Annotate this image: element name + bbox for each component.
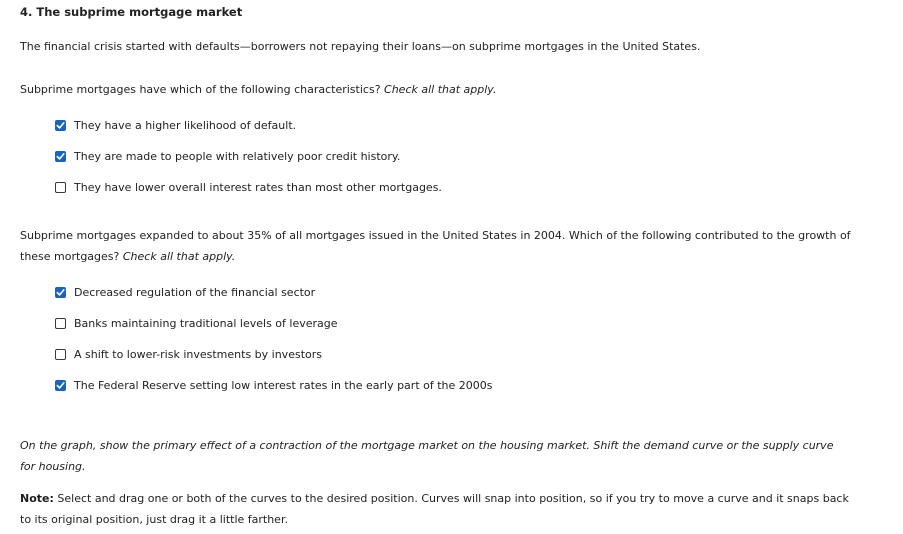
part2-option-2[interactable] <box>55 317 338 330</box>
checkbox-checked-icon[interactable] <box>55 287 66 298</box>
option-label: Decreased regulation of the financial sector <box>74 286 316 299</box>
checkbox-unchecked-icon[interactable] <box>55 182 66 193</box>
checkbox-unchecked-icon[interactable] <box>55 349 66 360</box>
part2-option-4[interactable] <box>55 379 493 392</box>
part1-prompt <box>20 83 496 96</box>
part2-option-1[interactable] <box>55 286 315 299</box>
note-paragraph <box>20 488 850 530</box>
intro-text: The financial crisis started with defaults—borrowers not repaying their loans—on subprime mortgages in the United States. <box>20 40 701 53</box>
part2-option-3[interactable] <box>55 348 322 361</box>
question-title: 4. The subprime mortgage market <box>20 5 243 19</box>
option-label: They have a higher likelihood of default. <box>74 119 297 132</box>
graph-instruction: On the graph, show the primary effect of a contraction of the mortgage market on the housing market. Shift the demand curve or the supply curve for housing. <box>20 439 834 473</box>
part2-prompt-line2 <box>20 250 235 263</box>
note-label: Note: <box>20 492 54 505</box>
part1-instruction: Check all that apply. <box>384 83 497 96</box>
option-label: They have lower overall interest rates than most other mortgages. <box>74 181 442 194</box>
part1-option-2[interactable] <box>55 150 400 163</box>
checkbox-checked-icon[interactable] <box>55 151 66 162</box>
part1-option-3[interactable] <box>55 181 442 194</box>
option-label: They are made to people with relatively poor credit history. <box>74 150 401 163</box>
part1-option-1[interactable] <box>55 119 296 132</box>
checkbox-checked-icon[interactable] <box>55 120 66 131</box>
option-label: A shift to lower-risk investments by investors <box>74 348 322 361</box>
checkbox-checked-icon[interactable] <box>55 380 66 391</box>
part2-prompt-text: these mortgages? <box>20 250 120 263</box>
checkbox-unchecked-icon[interactable] <box>55 318 66 329</box>
part2-prompt-line1: Subprime mortgages expanded to about 35% of all mortgages issued in the United States in 2004. Which of the following contributed to the growth of <box>20 229 851 242</box>
option-label: The Federal Reserve setting low interest rates in the early part of the 2000s <box>74 379 493 392</box>
note-text: Select and drag one or both of the curves to the desired position. Curves will snap into position, so if you try to move a curve and it snaps back to its original position, just drag it a little farther. <box>20 492 849 526</box>
option-label: Banks maintaining traditional levels of leverage <box>74 317 338 330</box>
part1-prompt-text: Subprime mortgages have which of the following characteristics? <box>20 83 381 96</box>
part2-instruction: Check all that apply. <box>122 250 236 263</box>
